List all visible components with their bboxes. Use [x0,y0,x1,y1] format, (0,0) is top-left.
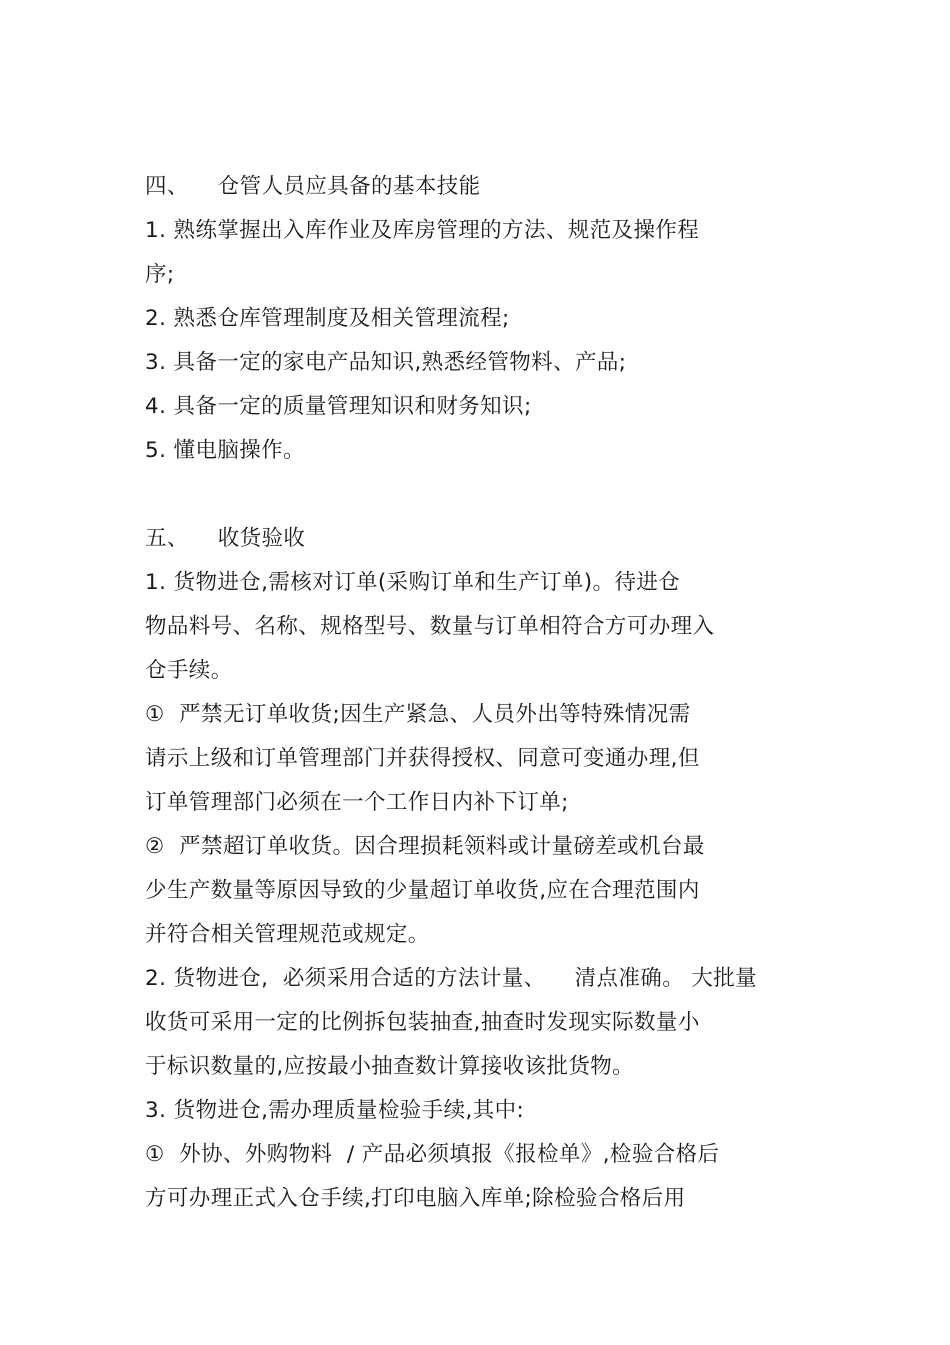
text-line: 1. 熟练掌握出入库作业及库房管理的方法、规范及操作程 [145,218,700,243]
text-line: 序; [145,262,175,287]
text-line: 4. 具备一定的质量管理知识和财务知识; [145,394,532,419]
section-heading-4: 四、 仓管人员应具备的基本技能 [145,174,481,199]
text-line: 收货可采用一定的比例拆包装抽查,抽查时发现实际数量小 [145,1010,700,1035]
text-line: ① 严禁无订单收货;因生产紧急、人员外出等特殊情况需 [145,702,691,727]
section-heading-5: 五、 收货验收 [145,526,306,551]
text-line: 订单管理部门必须在一个工作日内补下订单; [145,790,569,815]
text-line: ① 外协、外购物料 / 产品必须填报《报检单》,检验合格后 [145,1142,720,1167]
text-line: 3. 货物进仓,需办理质量检验手续,其中: [145,1098,525,1123]
text-line: 仓手续。 [145,658,233,683]
text-line: 并符合相关管理规范或规定。 [145,922,430,947]
text-line: 3. 具备一定的家电产品知识,熟悉经管物料、产品; [145,350,627,375]
text-line: 少生产数量等原因导致的少量超订单收货,应在合理范围内 [145,878,700,903]
text-line: 方可办理正式入仓手续,打印电脑入库单;除检验合格后用 [145,1186,686,1211]
text-line: ② 严禁超订单收货。因合理损耗领料或计量磅差或机台最 [145,834,705,859]
text-line: 2. 货物进仓, 必须采用合适的方法计量、 清点准确。 大批量 [145,966,758,991]
text-line: 5. 懂电脑操作。 [145,438,305,463]
text-line: 物品料号、名称、规格型号、数量与订单相符合方可办理入 [145,614,715,639]
text-line: 请示上级和订单管理部门并获得授权、同意可变通办理,但 [145,746,700,771]
text-line: 于标识数量的,应按最小抽查数计算接收该批货物。 [145,1054,635,1079]
text-line: 1. 货物进仓,需核对订单(采购订单和生产订单)。待进仓 [145,570,681,595]
text-line: 2. 熟悉仓库管理制度及相关管理流程; [145,306,510,331]
